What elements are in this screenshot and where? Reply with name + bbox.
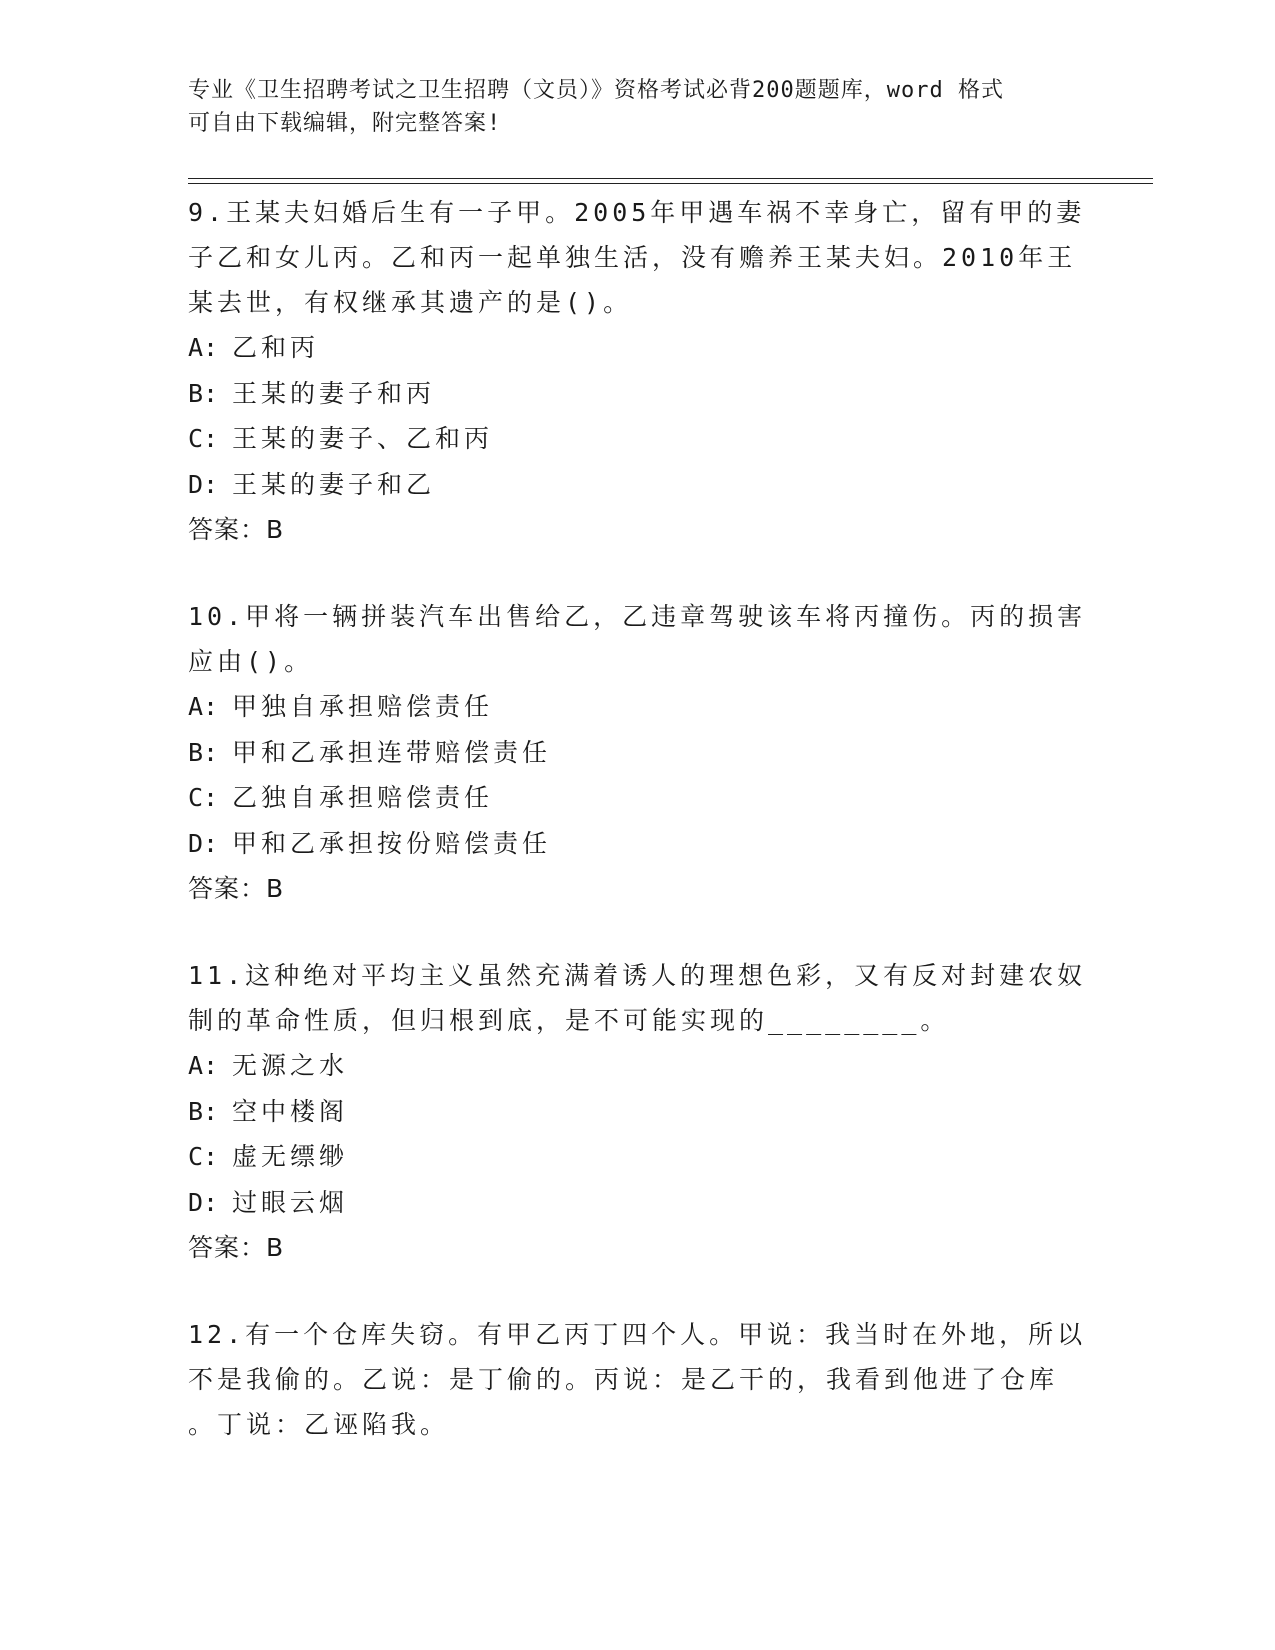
- header-rule-bottom: [188, 183, 1153, 184]
- answer-line: 答案：B: [188, 874, 285, 903]
- question-text-line: 制的革命性质，但归根到底，是不可能实现的________。: [188, 1006, 950, 1035]
- question-text-line: 12.有一个仓库失窃。有甲乙丙丁四个人。甲说：我当时在外地，所以: [188, 1320, 1087, 1349]
- option-text: 甲独自承担赔偿责任: [232, 692, 494, 721]
- question-text-line: 不是我偷的。乙说：是丁偷的。丙说：是乙干的，我看到他进了仓库: [188, 1365, 1059, 1394]
- question-text-line: 应由()。: [188, 647, 314, 676]
- document-header: [188, 74, 1088, 140]
- option-c: [188, 1134, 1088, 1180]
- question-9: [188, 190, 1088, 553]
- question-12: [188, 1312, 1088, 1447]
- question-text-line: 子乙和女儿丙。乙和丙一起单独生活，没有赡养王某夫妇。2010年王: [188, 243, 1077, 272]
- answer-line: 答案：B: [188, 1233, 285, 1262]
- question-text-line: 。丁说：乙诬陷我。: [188, 1410, 450, 1439]
- option-d: [188, 1180, 1088, 1226]
- option-text: 空中楼阁: [232, 1096, 349, 1126]
- header-rule-top: [188, 178, 1153, 179]
- option-text: 无源之水: [232, 1051, 349, 1080]
- option-key: C:: [188, 1142, 219, 1171]
- option-text: 乙和丙: [232, 333, 320, 362]
- option-b: [188, 1089, 1088, 1135]
- option-text: 甲和乙承担连带赔偿责任: [232, 737, 552, 767]
- option-key: C:: [188, 424, 219, 453]
- option-text: 甲和乙承担按份赔偿责任: [232, 828, 552, 858]
- question-text-line: 某去世，有权继承其遗产的是()。: [188, 288, 633, 317]
- option-text: 王某的妻子、乙和丙: [232, 424, 494, 453]
- option-text: 王某的妻子和乙: [232, 469, 436, 499]
- option-text: 过眼云烟: [232, 1187, 349, 1217]
- question-text-line: 10.甲将一辆拼装汽车出售给乙，乙违章驾驶该车将丙撞伤。丙的损害: [188, 602, 1087, 631]
- header-line-2: 可自由下载编辑，附完整答案!: [188, 111, 502, 136]
- question-list: [188, 190, 1088, 1488]
- option-key: A:: [188, 692, 219, 721]
- option-d: [188, 821, 1088, 867]
- option-key: B:: [188, 378, 219, 408]
- question-text-line: 11.这种绝对平均主义虽然充满着诱人的理想色彩，又有反对封建农奴: [188, 961, 1087, 990]
- option-c: [188, 775, 1088, 821]
- option-a: [188, 325, 1088, 371]
- option-a: [188, 684, 1088, 730]
- option-key: B:: [188, 737, 219, 767]
- option-key: A:: [188, 333, 219, 362]
- question-11: [188, 953, 1088, 1271]
- option-b: [188, 371, 1088, 417]
- option-a: [188, 1043, 1088, 1089]
- option-text: 乙独自承担赔偿责任: [232, 783, 494, 812]
- option-c: [188, 416, 1088, 462]
- option-key: D:: [188, 828, 219, 858]
- option-key: C:: [188, 783, 219, 812]
- question-10: [188, 594, 1088, 912]
- option-key: D:: [188, 469, 219, 499]
- header-line-1: 专业《卫生招聘考试之卫生招聘（文员）》资格考试必背200题题库，word 格式: [188, 78, 1004, 103]
- option-key: B:: [188, 1096, 219, 1126]
- option-b: [188, 730, 1088, 776]
- option-key: D:: [188, 1187, 219, 1217]
- option-key: A:: [188, 1051, 219, 1080]
- answer-line: 答案：B: [188, 515, 285, 544]
- option-d: [188, 462, 1088, 508]
- question-text-line: 9.王某夫妇婚后生有一子甲。2005年甲遇车祸不幸身亡，留有甲的妻: [188, 198, 1086, 227]
- option-text: 虚无缥缈: [232, 1142, 349, 1171]
- option-text: 王某的妻子和丙: [232, 378, 436, 408]
